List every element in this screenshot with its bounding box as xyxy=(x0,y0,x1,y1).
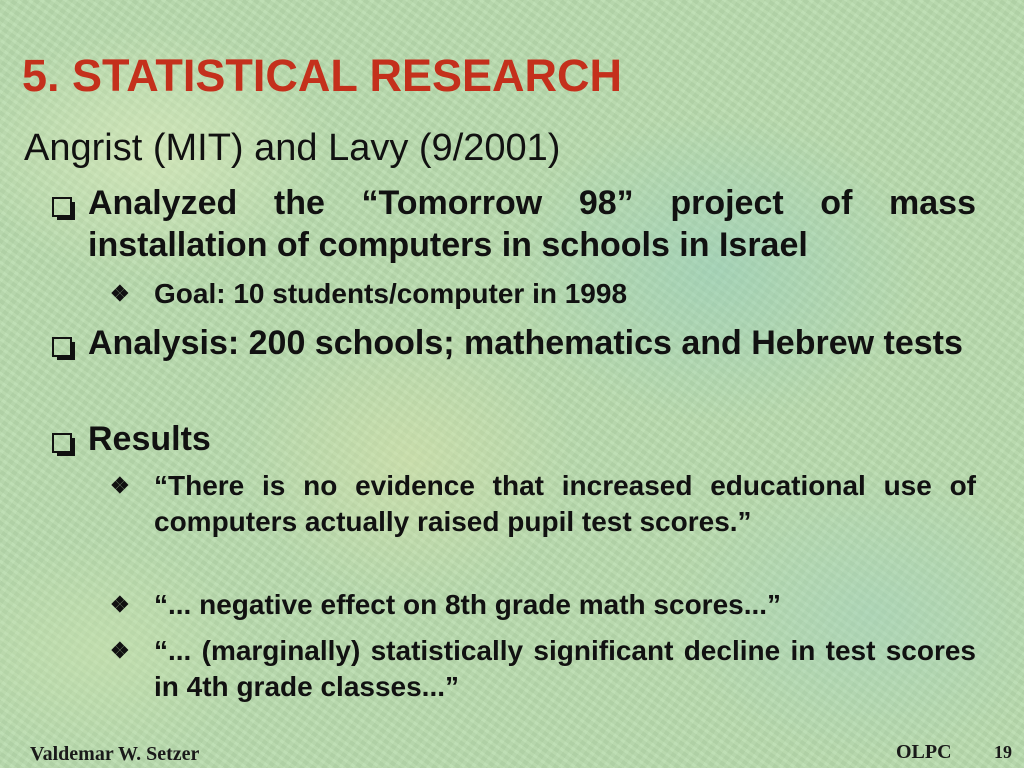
bullet-text: Analyzed the “Tomorrow 98” project of mass installation of computers in schools in Israel xyxy=(88,184,976,264)
subbullet-no-evidence xyxy=(110,468,976,540)
subbullet-goal xyxy=(110,276,976,312)
slide-subtitle: Angrist (MIT) and Lavy (9/2001) xyxy=(24,127,561,169)
subbullet-text: Goal: 10 students/computer in 1998 xyxy=(154,278,628,309)
bullet-text: Analysis: 200 schools; mathematics and Hebrew tests xyxy=(88,324,963,362)
checkbox-bullet-icon xyxy=(48,322,88,364)
checkbox-bullet-icon xyxy=(48,182,88,224)
footer-label: OLPC xyxy=(896,741,952,763)
subbullet-text: “... negative effect on 8th grade math scores...” xyxy=(154,589,782,620)
subbullet-negative-effect xyxy=(110,587,976,623)
checkbox-bullet-icon xyxy=(48,418,88,460)
subbullet-text: “There is no evidence that increased educational use of computers actually raised pupil test scores.” xyxy=(154,470,976,537)
footer-author: Valdemar W. Setzer xyxy=(30,743,200,765)
subbullet-decline xyxy=(110,633,976,705)
bullet-results xyxy=(48,418,976,460)
subbullet-text: “... (marginally) statistically significant decline in test scores in 4th grade classes...” xyxy=(154,635,976,702)
bullet-analysis xyxy=(48,322,976,364)
page-number: 19 xyxy=(994,742,1012,762)
diamond-bullet-icon: ❖ xyxy=(110,281,130,306)
bullet-text: Results xyxy=(88,420,211,458)
diamond-bullet-icon: ❖ xyxy=(110,592,130,617)
diamond-bullet-icon: ❖ xyxy=(110,638,130,663)
diamond-bullet-icon: ❖ xyxy=(110,473,130,498)
bullet-analyzed xyxy=(48,182,976,266)
slide-title: 5. STATISTICAL RESEARCH xyxy=(22,50,623,101)
